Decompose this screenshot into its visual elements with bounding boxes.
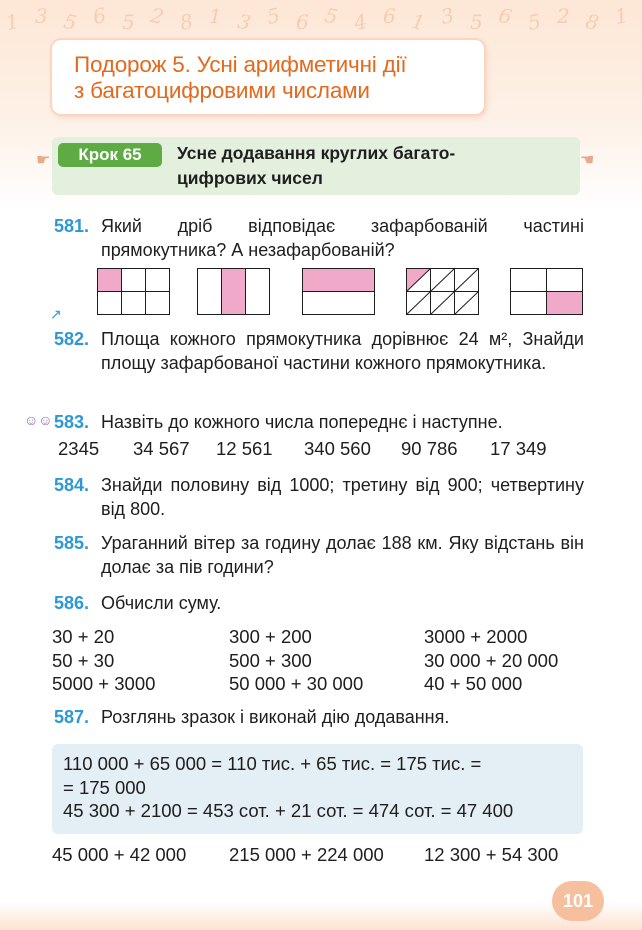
expression: 50 000 + 30 000 xyxy=(229,673,364,694)
fraction-rectangles xyxy=(0,0,642,330)
task-number: 584. xyxy=(54,475,90,495)
rectangle-1 xyxy=(98,269,170,315)
rectangle-2 xyxy=(198,269,270,315)
task-text: Який дріб відповідає зафарбованій частині прямокутника? А незафарбованій? xyxy=(101,216,584,260)
task-text: Знайди половину від 1000; третину від 900; четвертину від 800. xyxy=(101,475,584,519)
expression: 300 + 200 xyxy=(229,626,312,647)
number-item: 12 561 xyxy=(216,438,273,459)
pointing-hand-icon: ☛ xyxy=(580,152,595,169)
task-text: Назвіть до кожного числа попереднє і наступне. xyxy=(101,412,503,432)
decorative-digit: 1 xyxy=(3,8,22,36)
rectangle-3 xyxy=(303,269,375,315)
task-number: 587. xyxy=(54,707,90,727)
decorative-digit: 6 xyxy=(383,4,396,28)
task-text: Ураганний вітер за годину долає 188 км. Яку відстань він долає за пів години? xyxy=(101,533,584,577)
sum-column-2 xyxy=(229,625,363,696)
decorative-digit: 5 xyxy=(470,10,483,34)
exercise-expression: 12 300 + 54 300 xyxy=(424,844,559,865)
expression: 30 000 + 20 000 xyxy=(424,649,559,671)
step-title-line2: цифрових чисел xyxy=(177,168,323,188)
expression: 50 + 30 xyxy=(52,649,115,671)
example-box xyxy=(52,744,583,834)
number-item: 34 567 xyxy=(133,438,190,459)
expression: 5000 + 3000 xyxy=(52,673,156,694)
number-item: 2345 xyxy=(58,438,100,459)
example-line: 45 300 + 2100 = 453 сот. + 21 сот. = 474 сот. = 47 400 xyxy=(63,800,514,821)
task-number: 582. xyxy=(54,329,90,349)
pointing-hand-icon: ☛ xyxy=(36,152,51,169)
decorative-digit: 3 xyxy=(438,2,457,30)
decorative-digit: 2 xyxy=(557,4,570,28)
exercise-expression: 45 000 + 42 000 xyxy=(52,844,187,865)
decorative-digit: 1 xyxy=(209,4,222,28)
task-text: Обчисли суму. xyxy=(101,593,222,613)
decorative-digit: 5 xyxy=(122,10,135,34)
page-number: 101 xyxy=(552,881,604,921)
number-item: 340 560 xyxy=(304,438,371,459)
decorative-digit: 1 xyxy=(612,2,631,30)
decorative-digit: 6 xyxy=(296,10,309,34)
decorative-digit: 5 xyxy=(264,2,283,30)
decorative-digit: 6 xyxy=(90,2,109,30)
chapter-title-line1: Подорож 5. Усні арифметичні дії xyxy=(74,52,407,77)
decorative-digit: 6 xyxy=(496,2,515,30)
rectangle-4 xyxy=(407,269,479,315)
expression: 500 + 300 xyxy=(229,649,312,671)
footer-strip xyxy=(0,902,642,930)
task-text: Розглянь зразок і виконай дію додавання. xyxy=(101,707,450,727)
sum-column-1 xyxy=(52,625,155,696)
decorative-digit: 5 xyxy=(525,8,544,36)
task-582 xyxy=(54,328,584,375)
expression: 40 + 50 000 xyxy=(424,673,523,694)
decorative-digit: 3 xyxy=(235,8,254,36)
exercise-expression: 215 000 + 224 000 xyxy=(229,844,384,865)
chapter-title-line2: з багатоцифровими числами xyxy=(74,78,370,103)
decorative-digit: 5 xyxy=(61,8,80,36)
number-item: 17 349 xyxy=(490,438,547,459)
step-badge: Крок 65 xyxy=(58,143,162,167)
sum-column-3 xyxy=(424,625,558,696)
decorative-digit: 4 xyxy=(351,8,370,36)
decorative-digit: 1 xyxy=(409,8,428,36)
task-number: 586. xyxy=(54,593,90,613)
task-585 xyxy=(54,532,584,579)
expression: 3000 + 2000 xyxy=(424,626,528,647)
task-number: 585. xyxy=(54,533,90,553)
task-number: 581. xyxy=(54,216,90,236)
example-line: 110 000 + 65 000 = 110 тис. + 65 тис. = 175 тис. = xyxy=(63,753,482,774)
task-586 xyxy=(54,592,584,616)
decorative-digit: 5 xyxy=(322,2,341,30)
example-lines xyxy=(63,752,513,823)
decorative-digit: 2 xyxy=(148,2,167,30)
task-584 xyxy=(54,474,584,521)
task-text: Площа кожного прямокутника дорівнює 24 м², Знайди площу зафарбованої частини кожного прямокутника. xyxy=(101,329,584,373)
task-583 xyxy=(54,411,584,435)
task-587 xyxy=(54,706,584,730)
rectangle-5 xyxy=(511,269,583,315)
decorative-digit: 8 xyxy=(583,8,602,36)
pair-work-icon: ☺☺ xyxy=(24,412,53,428)
arrow-icon: ↗ xyxy=(50,306,62,322)
expression: 30 + 20 xyxy=(52,626,115,647)
decorative-digit: 8 xyxy=(177,8,196,36)
task-number: 583. xyxy=(54,412,90,432)
step-title-line1: Усне додавання круглих багато- xyxy=(177,143,456,163)
number-item: 90 786 xyxy=(401,438,458,459)
example-line: = 175 000 xyxy=(63,776,146,798)
decorative-digit: 3 xyxy=(35,4,48,28)
